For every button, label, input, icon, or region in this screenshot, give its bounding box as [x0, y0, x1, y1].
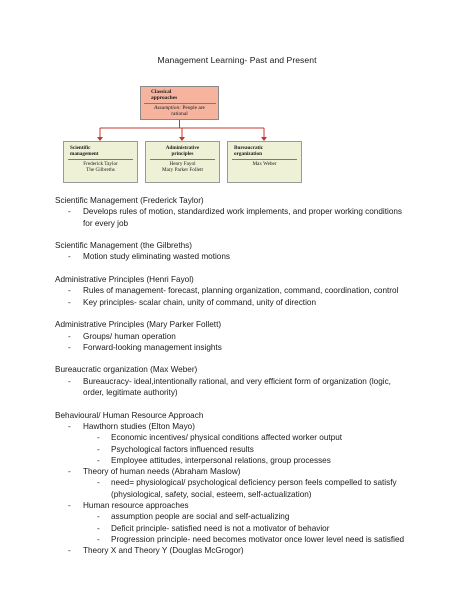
- dash-bullet: -: [68, 342, 71, 352]
- child-title-line2: principles: [171, 151, 194, 158]
- dash-bullet: -: [97, 455, 100, 465]
- dash-bullet: -: [97, 534, 100, 544]
- item-text: Human resource approaches: [83, 501, 189, 511]
- child-title-line1: Scientific: [70, 145, 91, 151]
- section-heading: Scientific Management (Frederick Taylor): [55, 196, 204, 205]
- dash-bullet: -: [97, 512, 100, 522]
- child-name: Mary Parker Follett: [162, 167, 203, 174]
- section-gilbreths: [55, 240, 455, 263]
- classical-approaches-box: [140, 86, 219, 120]
- child-name: Frederick Taylor: [83, 160, 118, 167]
- sub-list-item: [55, 432, 455, 443]
- child-divider: [232, 159, 297, 160]
- dash-bullet: -: [97, 478, 100, 488]
- item-text: Hawthorn studies (Elton Mayo): [83, 421, 195, 431]
- dash-bullet: -: [68, 207, 71, 217]
- item-text: Groups/ human operation: [83, 331, 176, 341]
- section-taylor: [55, 195, 455, 229]
- scientific-management-box: [63, 141, 138, 183]
- item-text: Develops rules of motion, standardized work implements, and proper working conditions: [83, 207, 403, 217]
- item-text: Bureaucracy- ideal,intentionally rational, and very efficient form of organization (logic,: [83, 376, 391, 386]
- list-item: [55, 285, 455, 296]
- child-divider: [68, 159, 133, 160]
- child-title-line2: management: [70, 151, 99, 158]
- sub-list-item: [55, 477, 455, 500]
- child-divider: [150, 159, 215, 160]
- dash-bullet: -: [68, 501, 71, 511]
- list-item: [55, 466, 455, 477]
- item-text: need= physiological/ psychological deficiency person feels compelled to satisfy: [111, 478, 397, 488]
- sub-list-item: [55, 511, 455, 522]
- list-item: [55, 342, 455, 353]
- classical-approaches-diagram: [0, 0, 474, 200]
- sub-list-item: [55, 534, 455, 545]
- list-item: [55, 251, 455, 262]
- assumption-label: Assumption:: [154, 105, 181, 112]
- item-text: Theory of human needs (Abraham Maslow): [83, 467, 241, 477]
- section-heading: Administrative Principles (Henri Fayol): [55, 275, 194, 285]
- notes-body: [55, 195, 455, 557]
- dash-bullet: -: [68, 421, 71, 431]
- dash-bullet: -: [68, 297, 71, 307]
- child-name: Henry Fayol: [169, 160, 196, 167]
- dash-bullet: -: [68, 331, 71, 341]
- section-heading: Administrative Principles (Mary Parker Follett): [55, 320, 222, 330]
- dash-bullet: -: [68, 467, 71, 477]
- assumption-text: People are: [181, 105, 205, 112]
- dash-bullet: -: [68, 286, 71, 296]
- bureaucratic-organization-box: [227, 141, 302, 183]
- item-text-cont: for every job: [83, 218, 129, 228]
- list-item: [55, 500, 455, 511]
- dash-bullet: -: [97, 523, 100, 533]
- item-text: Motion study eliminating wasted motions: [83, 252, 230, 262]
- item-text: Economic incentives/ physical conditions affected worker output: [111, 433, 343, 443]
- list-item: [55, 206, 455, 229]
- root-title-line1: Classical: [151, 89, 172, 95]
- root-divider: [144, 103, 216, 104]
- item-text-cont: (physiological, safety, social, esteem, self-actualization): [111, 489, 312, 499]
- item-text: Deficit principle- satisfied need is not a motivator of behavior: [111, 523, 330, 533]
- dash-bullet: -: [97, 433, 100, 443]
- dash-bullet: -: [68, 376, 71, 386]
- list-item: [55, 421, 455, 432]
- sub-list-item: [55, 523, 455, 534]
- dash-bullet: -: [97, 444, 100, 454]
- item-text: Progression principle- need becomes motivator once lower level need is satisfied: [111, 534, 405, 544]
- list-item: [55, 297, 455, 308]
- section-heading: Bureaucratic organization (Max Weber): [55, 365, 198, 375]
- administrative-principles-box: [145, 141, 220, 183]
- child-title-line2: organization: [234, 151, 262, 158]
- item-text: Psychological factors influenced results: [111, 444, 254, 454]
- sub-list-item: [55, 444, 455, 455]
- item-text: Key principles- scalar chain, unity of command, unity of direction: [83, 297, 316, 307]
- sub-list-item: [55, 455, 455, 466]
- section-fayol: [55, 274, 455, 308]
- list-item: [55, 331, 455, 342]
- section-weber: [55, 364, 455, 398]
- item-text: assumption people are social and self-actualizing: [111, 512, 290, 522]
- item-text: Employee attitudes, interpersonal relations, group processes: [111, 455, 331, 465]
- dash-bullet: -: [68, 252, 71, 262]
- list-item: [55, 545, 455, 556]
- item-text: Forward-looking management insights: [83, 342, 222, 352]
- child-title-line1: Bureaucratic: [234, 145, 264, 151]
- dash-bullet: -: [68, 546, 71, 556]
- item-text-cont: order, legitimate authority): [83, 388, 178, 398]
- section-heading: Scientific Management (the Gilbreths): [55, 241, 192, 251]
- page-title: Management Learning- Past and Present: [157, 55, 317, 65]
- item-text: Rules of management- forecast, planning organization, command, coordination, control: [83, 286, 399, 296]
- item-text: Theory X and Theory Y (Douglas McGrogor): [83, 546, 244, 556]
- child-title-line1: Administrative: [165, 145, 200, 151]
- section-behavioural: [55, 410, 455, 557]
- section-follett: [55, 319, 455, 353]
- root-title-line2: approaches: [151, 95, 178, 102]
- list-item: [55, 376, 455, 399]
- child-name: Max Weber: [252, 160, 277, 167]
- child-name: The Gilbreths: [86, 167, 115, 174]
- root-assumption-line2: rational: [171, 111, 188, 118]
- section-heading: Behavioural/ Human Resource Approach: [55, 410, 204, 420]
